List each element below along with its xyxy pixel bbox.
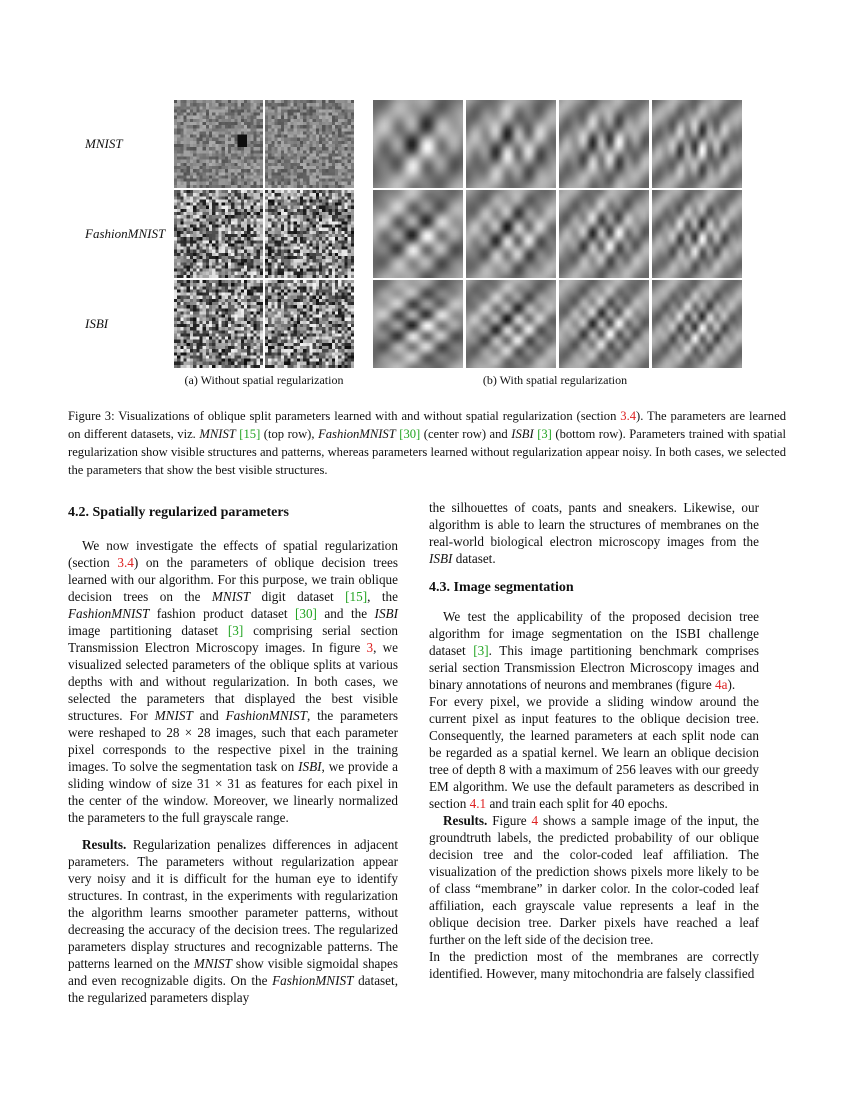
regularized-parameter-image xyxy=(559,100,649,188)
results-heading: Results. xyxy=(82,837,127,852)
right-column xyxy=(429,499,759,982)
left-column xyxy=(68,500,398,1006)
caption-text: ). The parameters are learned on different datasets, viz. xyxy=(68,409,786,441)
regularized-parameter-image xyxy=(373,280,463,368)
unregularized-parameter-image xyxy=(265,280,354,368)
unregularized-parameter-image xyxy=(174,190,263,278)
caption-text: (top row), xyxy=(260,427,319,441)
regularized-parameter-image xyxy=(466,280,556,368)
paragraph: We now investigate the effects of spatial regularization (section 3.4) on the parameters of oblique decision trees learned with our algorithm. For this purpose, we train oblique decision trees on the MNIST digit dataset [15], the FashionMNIST fashion product dataset [30] and the ISBI image partitioning dataset [3] comprising serial section Transmission Electron Microscopy images. In figure 3, we visualized selected parameters of the oblique splits at various depths with and without regularization. In both cases, we selected the parameters that displayed the best visible structures. For MNIST and FashionMNIST, the parameters were reshaped to 28 × 28 images, such that each parameter pixel corresponds to the respective pixel in the training images. To solve the segmentation task on ISBI, we provide a sliding window of size 31 × 31 as features for each pixel in the center of the window. Moreover, we linearly normalized the parameters to the full grayscale range. xyxy=(68,538,399,825)
regularized-parameter-image xyxy=(466,190,556,278)
dataset-name: MNIST xyxy=(199,427,236,441)
subcaption-b: (b) With spatial regularization xyxy=(482,373,628,387)
citation-link[interactable]: [3] xyxy=(537,427,552,441)
dataset-name: FashionMNIST xyxy=(318,427,396,441)
caption-text: Visualizations of oblique split parameters learned with and without spatial regularization (section xyxy=(114,409,621,423)
citation-link[interactable]: [15] xyxy=(345,589,368,604)
caption-label: Figure 3: xyxy=(68,409,115,423)
unregularized-parameter-image xyxy=(174,100,263,188)
caption-text: (bottom row). Parameters trained with spatial regularization show visible structures and patterns, whereas parameters learned without regularization appear noisy. In both cases, we selected the parameters that show the best visible structures. xyxy=(68,427,786,477)
row-label-fashionmnist: FashionMNIST xyxy=(85,226,166,241)
figure-ref[interactable]: 4a xyxy=(715,677,728,692)
paragraph: Results. Regularization penalizes differences in adjacent parameters. The parameters without regularization appear very noisy and it is difficult for the human eye to identify structures. In contrast, in the experiments with regularization the algorithm learns smoother parameter patterns, without decreasing the accuracy of the decision trees. The regularized parameters display structures and recognizable patterns. The patterns learned on the MNIST show visible sigmoidal shapes and even recognizable digits. On the FashionMNIST dataset, the regularized parameters display xyxy=(68,837,398,1005)
figure-ref[interactable]: 3 xyxy=(366,640,374,655)
regularized-parameter-image xyxy=(466,100,556,188)
subcaption-a: (a) Without spatial regularization xyxy=(184,373,344,387)
section-ref[interactable]: 3.4 xyxy=(620,409,637,423)
figure-caption xyxy=(68,407,786,479)
section-heading-4-2: 4.2. Spatially regularized parameters xyxy=(68,505,289,520)
dataset-name: ISBI xyxy=(511,427,534,441)
regularized-parameter-image xyxy=(559,280,649,368)
citation-link[interactable]: [15] xyxy=(239,427,261,441)
caption-text: (center row) and xyxy=(420,427,512,441)
paragraph: Results. Figure 4 shows a sample image of the input, the groundtruth labels, the predicted probability of our oblique decision tree and the color-coded leaf affiliation. The visualization of the prediction shows pixels more likely to be of class “membrane” in darker color. In the color-coded leaf affiliation, each grayscale value represents a leaf in the oblique decision tree. Darker pixels have reached a leaf further on the left side of the decision tree. xyxy=(429,813,759,947)
unregularized-parameter-image xyxy=(174,280,263,368)
section-ref[interactable]: 3.4 xyxy=(117,555,134,570)
paragraph: For every pixel, we provide a sliding window around the current pixel as input features to the oblique decision tree. Consequently, the learned parameters at each split node can be regarded as a spatial kernel. We learn an oblique decision tree of depth 8 with a maximum of 256 leaves with our greedy EM algorithm. We use the default parameters as described in section 4.1 and train each split for 40 epochs. xyxy=(429,694,759,811)
regularized-parameter-image xyxy=(373,190,463,278)
results-heading: Results. xyxy=(443,813,488,828)
section-ref[interactable]: 4.1 xyxy=(469,796,487,811)
regularized-parameter-image xyxy=(652,100,742,188)
paragraph: the silhouettes of coats, pants and sneakers. Likewise, our algorithm is able to learn the structures of membranes on the real-world biological electron microscopy images from the ISBI dataset. xyxy=(429,500,759,566)
paragraph: We test the applicability of the proposed decision tree algorithm for image segmentation on the ISBI challenge dataset [3]. This image partitioning benchmark comprises serial section Transmission Electron Microscopy images and binary annotations of neurons and membranes (figure 4a). xyxy=(429,609,759,692)
citation-link[interactable]: [3] xyxy=(227,623,244,638)
row-label-mnist: MNIST xyxy=(85,136,123,151)
unregularized-parameter-image xyxy=(265,100,354,188)
unregularized-parameter-image xyxy=(265,190,354,278)
regularized-parameter-image xyxy=(652,280,742,368)
row-label-isbi: ISBI xyxy=(85,316,109,331)
citation-link[interactable]: [3] xyxy=(473,643,489,658)
figure-ref[interactable]: 4 xyxy=(531,813,539,828)
citation-link[interactable]: [30] xyxy=(399,427,421,441)
citation-link[interactable]: [30] xyxy=(294,606,317,621)
paragraph: In the prediction most of the membranes are correctly identified. However, many mitochondria are falsely classified xyxy=(429,949,759,981)
regularized-parameter-image xyxy=(652,190,742,278)
regularized-parameter-image xyxy=(559,190,649,278)
section-heading-4-3: 4.3. Image segmentation xyxy=(429,580,574,595)
regularized-parameter-image xyxy=(373,100,463,188)
